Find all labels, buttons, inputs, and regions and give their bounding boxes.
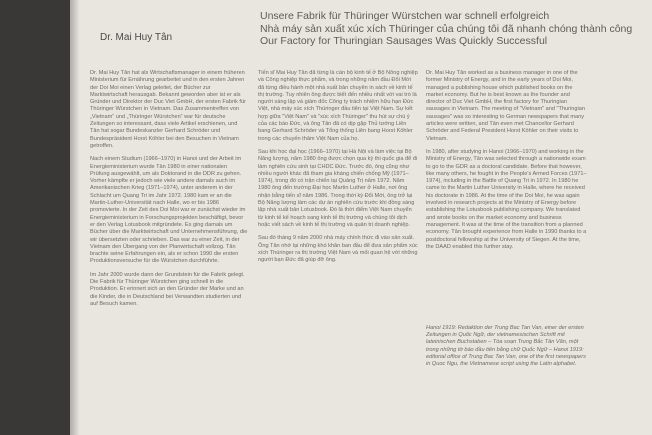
author-name: Dr. Mai Huy Tân xyxy=(100,32,173,43)
vietnamese-paragraph: Sau đó tháng 9 năm 2000 nhà máy chính thức đi vào sản xuất. Ông Tân nhớ lại những khó khăn ban đầu để đưa sản phẩm xúc xích Thüringer ra thị trường Việt Nam và mối quan hệ với những người bạn Đức đã giúp đỡ ông. xyxy=(258,235,418,264)
headline-german: Unsere Fabrik für Thüringer Würstchen war schnell erfolgreich xyxy=(260,10,550,22)
column-german xyxy=(90,70,248,314)
column-vietnamese xyxy=(258,70,418,270)
german-paragraph: Im Jahr 2000 wurde dann der Grundstein für die Fabrik gelegt. Die Fabrik für Thüringer Würstchen ging schnell in die Produktion. Er erinnert sich an den Gründer der Marke und an die Kinder, die in Deutschland bei Verwandten studierten und auf Besuch kamen. xyxy=(90,271,245,307)
document-page xyxy=(70,0,652,435)
headline-english: Our Factory for Thuringian Sausages Was Quickly Successful xyxy=(260,35,548,47)
headline-vietnamese: Nhà máy sản xuất xúc xích Thüringer của chúng tôi đã nhanh chóng thành công xyxy=(260,22,633,35)
headline xyxy=(260,10,652,48)
page-gutter-shadow xyxy=(70,0,80,435)
german-paragraph: Dr. Mai Huy Tân hat als Wirtschaftsmanager in einem früheren Ministerium für Ernährung gearbeitet und in den ersten Jahren der Doi Moi einen Verlag geleitet, der Bücher zur Marktwirtschaft herausgab. Bekannt geworden aber ist er als Gründer und Direktor der Duc Viet GmbH, der ersten Fabrik für Thüringer Würstchen in Vietnam. Das Zusammentreffen von „Vietnam“ und „Thüringer Würstchen“ war für deutsche Zeitungen so interessant, dass viele Artikel erschienen, und Tân hat sogar Bundeskanzler Gerhard Schröder und Bundespräsident Horst Köhler bei den Besuchen in Vietnam getroffen. xyxy=(90,70,246,149)
vietnamese-paragraph: Sau khi học đại học (1966–1970) tại Hà Nội và làm việc tại Bộ Năng lượng, năm 1980 ông được chọn qua kỳ thi quốc gia để đi làm nghiên cứu sinh tại CHDC Đức. Trước đó, ông cũng như nhiều người khác đã tham gia kháng chiến chống Mỹ (1971–1974), trong đó có trận chiến tại Quảng Trị năm 1972. Năm 1980 ông đến trường Đại học Martin Luther ở Halle, nơi ông nhận bằng tiến sĩ năm 1986. Trong thời kỳ Đổi Mới, ông trở lại Bộ Năng lượng làm các dự án nghiên cứu trước khi đồng sáng lập nhà xuất bản Lotusbook. Đó là thời điểm Việt Nam chuyển từ kinh tế kế hoạch sang kinh tế thị trường và chúng tôi dịch hoặc viết sách về kinh tế thị trường và quản trị doanh nghiệp. xyxy=(258,148,418,228)
german-paragraph: Nach einem Studium (1966–1970) in Hanoi und der Arbeit im Energieministerium wurde Tân 1980 in einer nationalen Prüfung ausgewählt, um als Doktorand in die DDR zu gehen. Vorher kämpfte er jedoch wie viele andere damals auch im Amerikanischen Krieg (1971–1974), unter anderem in der Schlacht um Quang Tri im Jahr 1972. 1980 kam er an die Martin-Luther-Universität nach Halle, wo er bis 1986 promovierte. In der Zeit des Doi Moi war er zunächst wieder im Energieministerium in Forschungsprojekten beschäftigt, bevor er den Verlag Lotusbook mitgründete. Es ging damals um Bücher über die Marktwirtschaft und Unternehmensführung, die wir übersetzten oder schrieben. Das war zu einer Zeit, in der Vietnam den Übergang von der Planwirtschaft vollzog. Tân brachte seine Erfahrungen ein, als er schon 1990 die ersten Produktionsversuche für die Würstchen durchführte. xyxy=(90,156,248,265)
english-paragraph: Dr. Mai Huy Tân worked as a business manager in one of the former Ministry of Energy, and in the early years of Doi Moi, managed a publishing house which published books on the market economy. But he is best known as the founder and director of Duc Viet GmbH, the first factory for Thuringian sausages in Vietnam. The meeting of "Vietnam" and "Thuringian sausages" was so interesting to German newspapers that many articles were written, and Tân even met Chancellor Gerhard Schröder and Federal President Horst Köhler on their visits to Vietnam. xyxy=(426,70,585,142)
column-english xyxy=(426,70,589,257)
english-paragraph: In 1980, after studying in Hanoi (1966–1970) and working in the Ministry of Energy, Tân was selected through a nationwide exam to go to the GDR as a doctoral candidate. Before that however, like many others, he fought in the People's Armed Forces (1971–1974), including in the Battle of Quang Tri in 1972. In 1980 he came to the Martin Luther University in Halle, where he received his doctorate in 1986. At the time of the Doi Moi, he was again involved in research projects at the Ministry of Energy before establishing the Lotusbook publishing company. We translated and wrote books on the market economy and business management. It was at the time of the transition from a planned economy. Tân brought experience from Halle in 1990 thanks to a postdoctoral fellowship at the University of Siegen. At the time, the DAAD enabled this further stay. xyxy=(426,148,587,250)
image-caption: Hanoi 1919: Redaktion der Trung Bac Tan Van, einer der ersten Zeitungen in Quốc Ngữ, der vietnamesischen Schrift mit lateinischen Buchstaben – Tòa soạn Trung Bắc Tân Văn, một trong những tờ báo đầu tiên bằng chữ Quốc Ngữ – Hanoi 1919: editorial office of Trung Bac Tan Van, one of the first newspapers in Quoc Ngu, the Vietnamese script using the Latin alphabet. xyxy=(426,325,586,368)
vietnamese-paragraph: Tiến sĩ Mai Huy Tân đã từng là cán bộ kinh tế ở Bộ Nông nghiệp và Công nghiệp thực phẩm, và trong những năm đầu Đổi Mới đã từng điều hành một nhà xuất bản chuyên in sách về kinh tế thị trường. Tuy nhiên ông được biết đến nhiều nhất với vai trò là người sáng lập và giám đốc Công ty trách nhiệm hữu hạn Đức Việt, nhà máy xúc xích Thüringer đầu tiên tại Việt Nam. Sự kết hợp giữa "Việt Nam" và "xúc xích Thüringer" thu hút sự chú ý của các báo Đức, và ông Tân đã có dịp gặp Thủ tướng Liên bang Gerhard Schröder và Tổng thống Liên bang Horst Köhler trong các chuyến thăm Việt Nam của họ. xyxy=(258,70,418,142)
